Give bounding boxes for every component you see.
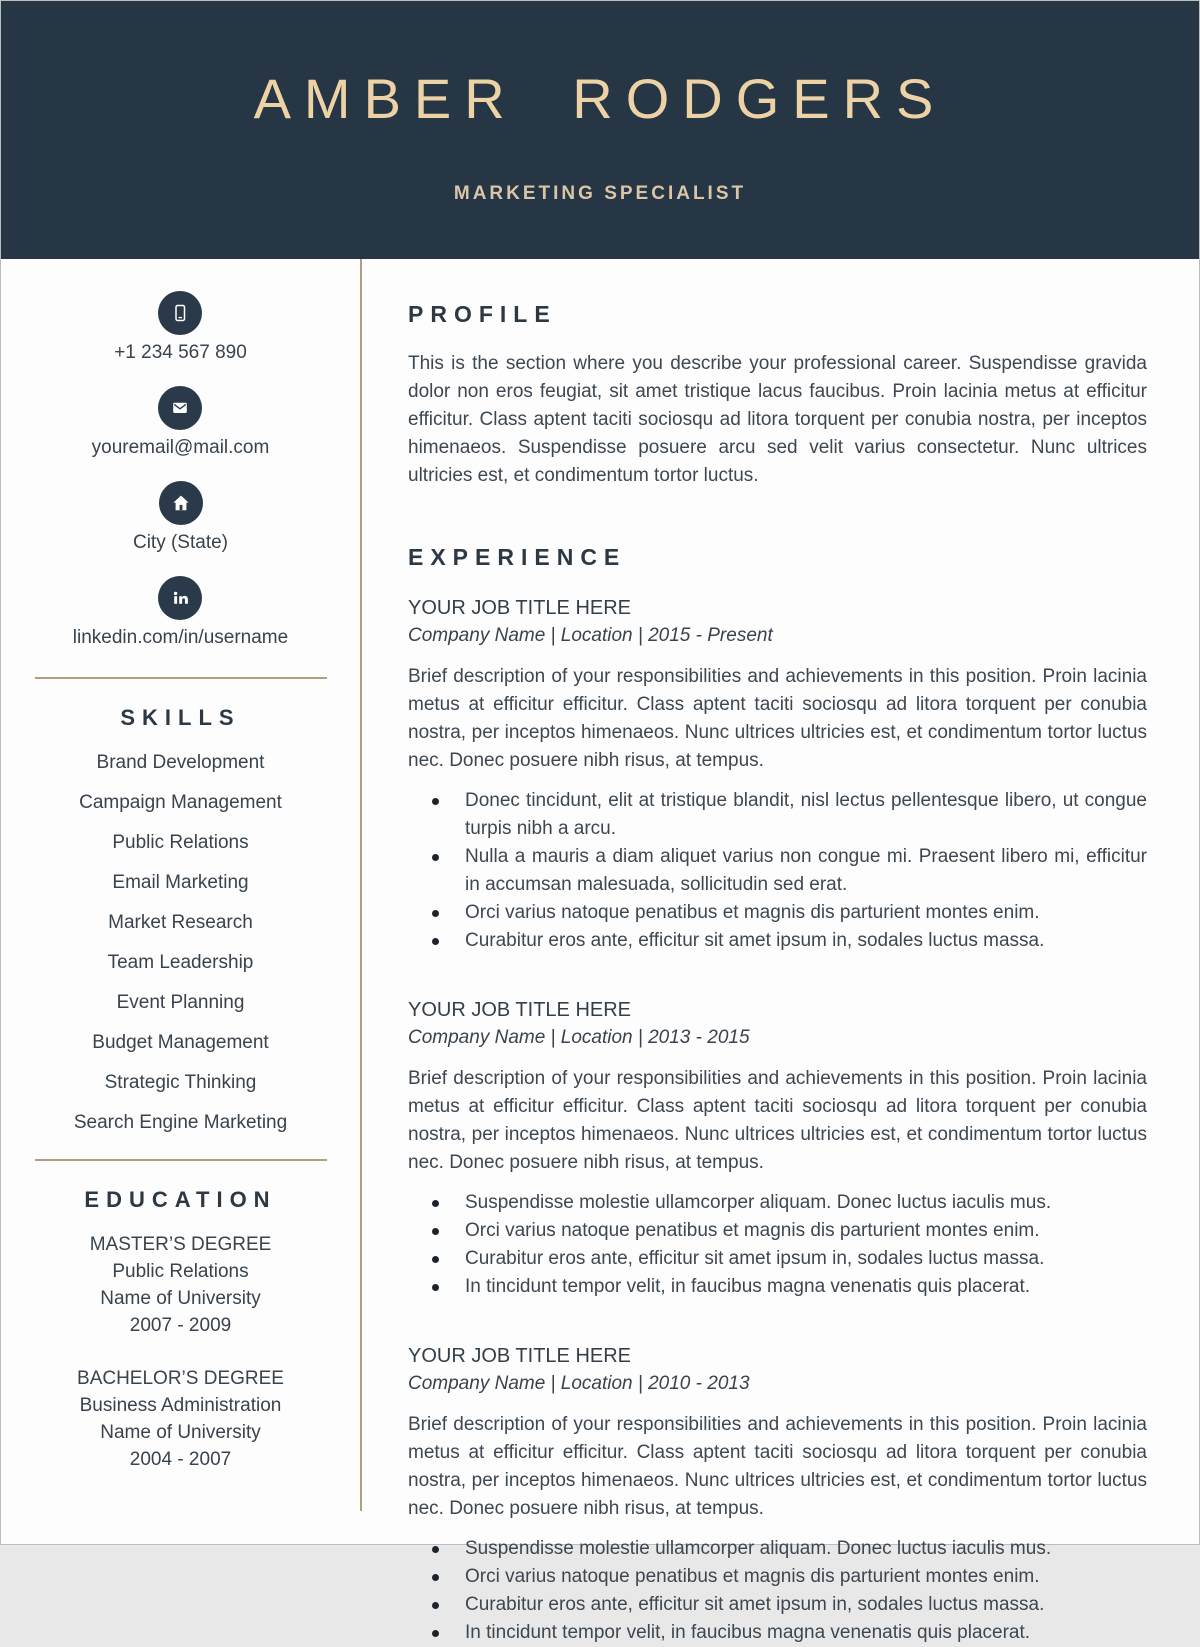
skill-item: Email Marketing [112, 872, 249, 893]
sidebar-divider-top [35, 677, 327, 679]
experience-entry [408, 1343, 1147, 1647]
job-meta: Company Name | Location | 2015 - Present [408, 625, 773, 646]
school-name: Name of University [100, 1288, 261, 1309]
location-text: City (State) [132, 532, 229, 553]
job-meta: Company Name | Location | 2010 - 2013 [408, 1373, 750, 1394]
education-entry [90, 1231, 272, 1339]
sidebar [1, 259, 360, 1544]
experience-heading: EXPERIENCE [408, 544, 627, 570]
job-bullet-list [408, 787, 1147, 955]
degree-name: MASTER’S DEGREE [89, 1234, 272, 1255]
job-title: YOUR JOB TITLE HERE [408, 597, 632, 619]
job-description: Brief description of your responsibilities and achievements in this position. Proin lacinia metus at efficitur efficitur. Class aptent taciti sociosqu ad litora torquent per conubia nostra, per inceptos himenaeos. Nunc ultrices ultricies est, et condimentum tortor luctus nec. Donec posuere nibh risus, at tempus. [408, 1414, 1147, 1519]
contact-email [92, 386, 270, 461]
header-banner [1, 1, 1199, 259]
column-divider [360, 259, 362, 1511]
job-bullet: Suspendisse molestie ullamcorper aliquam. Donec luctus iaculis mus. [408, 1535, 1147, 1563]
email-icon [158, 386, 202, 430]
skill-item: Brand Development [96, 752, 265, 773]
job-bullet: Curabitur eros ante, efficitur sit amet ipsum in, sodales luctus massa. [408, 927, 1147, 955]
skill-item: Budget Management [92, 1032, 269, 1053]
linkedin-icon [158, 576, 202, 620]
skill-item: Public Relations [112, 832, 249, 853]
job-bullet: Orci varius natoque penatibus et magnis dis parturient montes enim. [408, 899, 1147, 927]
skill-item: Strategic Thinking [104, 1072, 257, 1093]
job-bullet: Nulla a mauris a diam aliquet varius non congue mi. Praesent libero mi, efficitur in accumsan malesuada, sollicitudin sed erat. [408, 843, 1147, 899]
job-meta: Company Name | Location | 2013 - 2015 [408, 1027, 750, 1048]
contact-linkedin [73, 576, 288, 651]
contact-location [133, 481, 228, 556]
job-bullet: Orci varius natoque penatibus et magnis dis parturient montes enim. [408, 1217, 1147, 1245]
job-bullet: In tincidunt tempor velit, in faucibus magna venenatis quis placerat. [408, 1273, 1147, 1301]
degree-name: BACHELOR’S DEGREE [77, 1368, 284, 1389]
main-column [360, 259, 1199, 1643]
degree-field: Business Administration [79, 1395, 282, 1416]
job-bullet: Suspendisse molestie ullamcorper aliquam. Donec luctus iaculis mus. [408, 1189, 1147, 1217]
skills-list [74, 749, 287, 1149]
home-icon [159, 481, 203, 525]
degree-field: Public Relations [112, 1261, 249, 1282]
person-name: AMBER RODGERS [253, 67, 947, 130]
phone-icon [158, 291, 202, 335]
job-description: Brief description of your responsibilities and achievements in this position. Proin lacinia metus at efficitur efficitur. Class aptent taciti sociosqu ad litora torquent per conubia nostra, per inceptos himenaeos. Nunc ultrices ultricies est, et condimentum tortor luctus nec. Donec posuere nibh risus, at tempus. [408, 1068, 1147, 1173]
skill-item: Event Planning [116, 992, 245, 1013]
school-name: Name of University [100, 1422, 261, 1443]
skills-heading: SKILLS [120, 705, 241, 730]
job-bullet: Orci varius natoque penatibus et magnis dis parturient montes enim. [408, 1563, 1147, 1591]
skill-item: Search Engine Marketing [73, 1112, 288, 1133]
education-heading: EDUCATION [84, 1187, 277, 1212]
job-description: Brief description of your responsibilities and achievements in this position. Proin lacinia metus at efficitur efficitur. Class aptent taciti sociosqu ad litora torquent per conubia nostra, per inceptos himenaeos. Nunc ultrices ultricies est, et condimentum tortor luctus nec. Donec posuere nibh risus, at tempus. [408, 666, 1147, 771]
skill-item: Campaign Management [79, 792, 282, 813]
job-bullet-list [408, 1535, 1147, 1647]
job-bullet: In tincidunt tempor velit, in faucibus magna venenatis quis placerat. [408, 1619, 1147, 1647]
email-address: youremail@mail.com [91, 437, 270, 458]
education-entry [77, 1365, 284, 1473]
linkedin-url: linkedin.com/in/username [72, 627, 289, 648]
sidebar-divider-bottom [35, 1159, 327, 1161]
profile-text: This is the section where you describe your professional career. Suspendisse gravida dolor non eros feugiat, sit amet tristique lacus faucibus. Proin lacinia metus at efficitur efficitur. Class aptent taciti sociosqu ad litora torquent per conubia nostra, per inceptos himenaeos. Suspendisse posuere arcu sed velit varius consectetur. Nunc ultrices ultricies est, et condimentum tortor luctus. [408, 353, 1147, 486]
skill-item: Team Leadership [107, 952, 254, 973]
degree-years: 2007 - 2009 [129, 1315, 232, 1336]
contact-phone [114, 291, 247, 366]
degree-years: 2004 - 2007 [129, 1449, 232, 1470]
experience-entry [408, 997, 1147, 1301]
job-title: YOUR JOB TITLE HERE [408, 999, 632, 1021]
profile-heading: PROFILE [408, 301, 557, 327]
job-bullet: Curabitur eros ante, efficitur sit amet ipsum in, sodales luctus massa. [408, 1591, 1147, 1619]
phone-number: +1 234 567 890 [114, 342, 247, 363]
person-job-title: MARKETING SPECIALIST [453, 183, 747, 204]
experience-entry [408, 595, 1147, 955]
job-bullet: Curabitur eros ante, efficitur sit amet ipsum in, sodales luctus massa. [408, 1245, 1147, 1273]
content-area [1, 259, 1199, 1643]
job-bullet: Donec tincidunt, elit at tristique blandit, nisl lectus pellentesque libero, ut congue turpis nibh a arcu. [408, 787, 1147, 843]
job-bullet-list [408, 1189, 1147, 1301]
job-title: YOUR JOB TITLE HERE [408, 1345, 632, 1367]
skill-item: Market Research [108, 912, 253, 933]
